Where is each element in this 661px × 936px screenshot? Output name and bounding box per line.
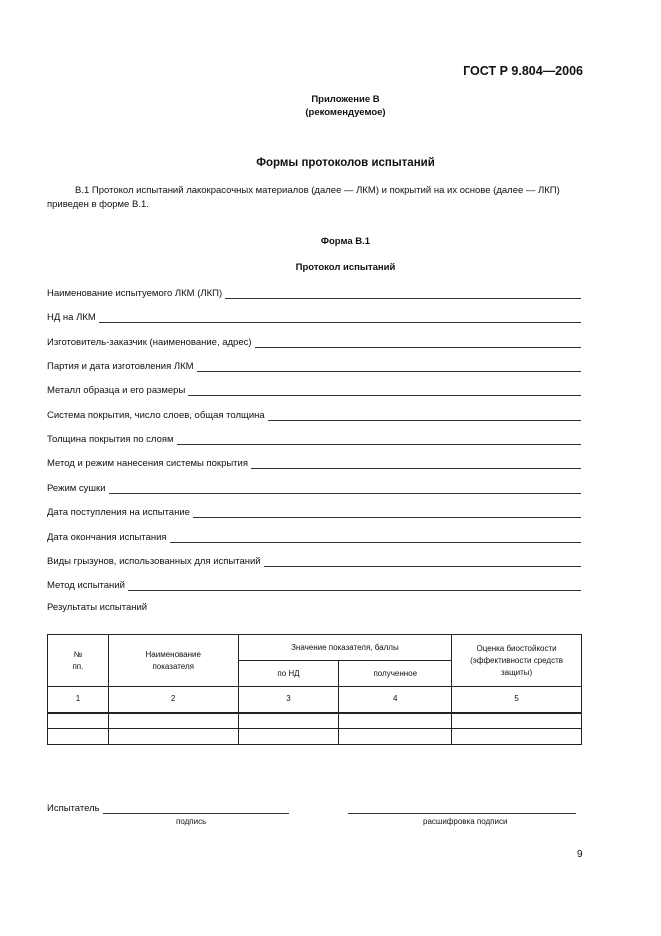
field-drying-mode[interactable] [47,480,581,494]
section-title: Формы протоколов испытаний [256,157,435,169]
header-assessment-text: Оценка биостойкости (эффективности средств защиты) [470,643,563,677]
table-row [48,713,582,729]
header-assessment [452,635,582,687]
col-number-4: 4 [339,687,452,713]
document-code: ГОСТ Р 9.804—2006 [463,64,583,78]
field-label: Наименование испытуемого ЛКМ (ЛКП) [47,288,223,299]
tester-signature[interactable] [47,803,289,814]
header-obtained: полученное [339,661,452,687]
field-rodent-species[interactable] [47,553,581,567]
table-cell[interactable] [108,729,238,745]
fill-line [268,410,581,421]
table-cell[interactable] [238,729,339,745]
table-row [48,729,582,745]
table-cell[interactable] [108,713,238,729]
field-label: Дата окончания испытания [47,532,167,543]
col-number-1: 1 [48,687,109,713]
header-no-text: № пп. [72,649,84,671]
fill-line [225,288,581,299]
header-by-nd: по НД [238,661,339,687]
header-indicator-text: Наименование показателя [145,649,201,671]
field-label: Дата поступления на испытание [47,507,190,518]
results-label: Результаты испытаний [47,602,148,613]
protocol-title: Протокол испытаний [295,262,396,273]
field-label: НД на ЛКМ [47,312,96,323]
fill-line [99,312,581,323]
field-layer-thickness[interactable] [47,431,581,445]
decoding-line[interactable] [348,803,576,814]
tester-label: Испытатель [47,803,100,814]
signature-caption: подпись [176,817,207,826]
table-cell[interactable] [452,713,582,729]
fill-line [170,532,581,543]
field-label: Метод и режим нанесения системы покрытия [47,458,248,469]
field-normative-doc[interactable] [47,309,581,323]
results-table [47,634,582,745]
decoding-caption: расшифровка подписи [423,817,508,826]
fill-line [177,434,581,445]
field-label: Изготовитель-заказчик (наименование, адрес) [47,337,252,348]
field-label: Метод испытаний [47,580,125,591]
fill-line [197,361,581,372]
fill-line [188,385,581,396]
fill-line [193,507,581,518]
field-application-method[interactable] [47,455,581,469]
fill-line [255,337,581,348]
page-number: 9 [577,849,583,860]
field-label: Металл образца и его размеры [47,385,186,396]
table-cell[interactable] [48,713,109,729]
field-material-name[interactable] [47,285,581,299]
fill-line [251,458,581,469]
col-number-3: 3 [238,687,339,713]
field-sample-metal[interactable] [47,382,581,396]
field-batch-date[interactable] [47,358,581,372]
table-cell[interactable] [48,729,109,745]
header-indicator [108,635,238,687]
field-label: Виды грызунов, использованных для испытаний [47,556,261,567]
header-no [48,635,109,687]
field-label: Толщина покрытия по слоям [47,434,174,445]
fill-line [128,580,581,591]
form-title: Форма В.1 [320,236,371,247]
appendix-subtitle: (рекомендуемое) [305,107,386,118]
fill-line [264,556,581,567]
field-label: Партия и дата изготовления ЛКМ [47,361,194,372]
table-cell[interactable] [238,713,339,729]
table-cell[interactable] [452,729,582,745]
field-receipt-date[interactable] [47,504,581,518]
signature-line [103,803,289,814]
field-test-method[interactable] [47,577,581,591]
intro-paragraph: В.1 Протокол испытаний лакокрасочных материалов (далее — ЛКМ) и покрытий на их основе (далее — ЛКП) приведен в форме В.1. [47,185,560,210]
col-number-5: 5 [452,687,582,713]
field-end-date[interactable] [47,529,581,543]
col-number-2: 2 [108,687,238,713]
field-label: Система покрытия, число слоев, общая толщина [47,410,265,421]
fill-line [109,483,581,494]
table-cell[interactable] [339,729,452,745]
field-coating-system[interactable] [47,407,581,421]
header-value-group: Значение показателя, баллы [238,635,452,661]
table-cell[interactable] [339,713,452,729]
field-manufacturer[interactable] [47,334,581,348]
field-label: Режим сушки [47,483,106,494]
appendix-title: Приложение В [311,94,380,105]
